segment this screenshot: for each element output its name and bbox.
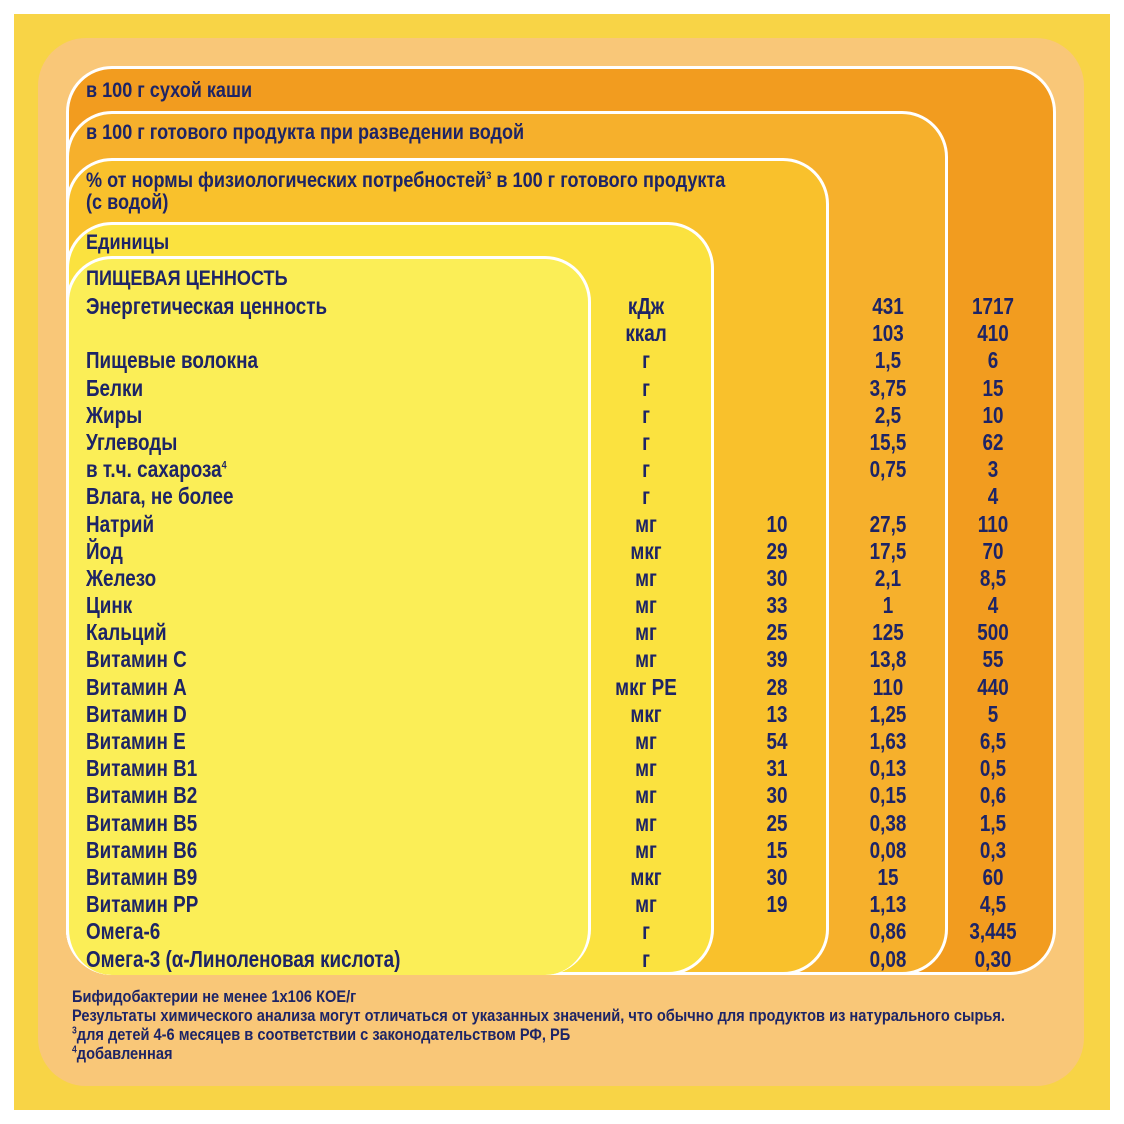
table-row [0, 918, 1124, 945]
row-ready-value: 431 [872, 293, 904, 319]
row-name-text: Энергетическая ценность [86, 293, 328, 319]
row-percent-value: 30 [766, 782, 788, 809]
row-unit-value: мг [635, 782, 657, 809]
row-percent-value: 29 [766, 537, 788, 564]
table-row [0, 946, 1124, 973]
row-ready-value: 1,63 [869, 728, 907, 754]
row-name-text: Витамин B5 [86, 809, 198, 836]
footnote-4-mark: 4 [72, 1044, 77, 1056]
row-name [86, 701, 187, 728]
row-unit-value: мг [635, 510, 657, 537]
table-row [0, 429, 1124, 456]
row-name [86, 728, 186, 755]
header-ready: в 100 г готового продукта при разведении водой [86, 121, 525, 144]
row-name-text: Витамин Е [86, 728, 186, 754]
row-unit-value: г [642, 483, 650, 510]
table-row [0, 511, 1124, 538]
row-dry-value: 110 [977, 510, 1009, 537]
row-unit-value: мг [635, 836, 657, 863]
table-row [0, 347, 1124, 374]
header-percent-sup: 3 [486, 170, 492, 182]
table-row [0, 320, 1124, 347]
row-ready-value: 2,1 [874, 564, 902, 591]
row-ready-value: 1 [882, 592, 894, 619]
row-name-text: Йод [86, 537, 123, 564]
footnote-4 [72, 1044, 1005, 1063]
row-name-text: Витамин D [86, 700, 187, 727]
row-unit-value: г [642, 401, 650, 428]
row-name [86, 810, 197, 837]
footnotes [72, 987, 1005, 1063]
table-row [0, 538, 1124, 565]
row-name [86, 646, 187, 673]
row-unit-value: мг [635, 809, 657, 836]
row-name-text: Витамин С [86, 646, 187, 673]
table-row [0, 483, 1124, 510]
table-row [0, 728, 1124, 755]
row-unit-value: мкг РЕ [615, 673, 677, 700]
row-dry-value: 6 [987, 347, 999, 374]
row-name [86, 511, 154, 538]
row-unit-value: мг [635, 728, 657, 754]
row-ready-value: 103 [872, 320, 904, 347]
row-name-text: Белки [86, 374, 144, 401]
header-percent [86, 170, 808, 214]
row-percent-value: 15 [766, 836, 788, 863]
row-ready-value: 2,5 [874, 401, 902, 428]
row-ready-value: 0,38 [869, 809, 907, 836]
row-ready-value: 0,86 [869, 918, 907, 945]
row-name [86, 619, 167, 646]
row-unit-value: мг [635, 646, 657, 673]
row-ready-value: 125 [872, 619, 904, 646]
row-percent-value: 28 [766, 673, 788, 700]
row-dry-value: 5 [987, 700, 999, 727]
row-name-text: Витамин PP [86, 891, 199, 918]
row-dry-value: 3 [987, 456, 999, 483]
row-name-text: Цинк [86, 592, 133, 619]
row-percent-value: 39 [766, 646, 788, 673]
row-name-text: в т.ч. сахароза [86, 456, 222, 483]
row-percent-value: 31 [766, 755, 788, 782]
nutrition-table [0, 293, 1124, 973]
row-name [86, 891, 198, 918]
row-ready-value: 1,25 [869, 700, 907, 727]
row-dry-value: 15 [982, 374, 1004, 401]
table-row [0, 619, 1124, 646]
row-unit-value: г [642, 347, 650, 374]
row-ready-value: 0,13 [869, 755, 907, 782]
row-unit-value: мг [635, 891, 657, 918]
row-percent-value: 30 [766, 863, 788, 890]
row-percent-value: 30 [766, 564, 788, 591]
row-ready-value: 27,5 [869, 510, 907, 537]
row-name [86, 782, 197, 809]
row-unit-value: мг [635, 619, 657, 646]
row-dry-value: 0,5 [979, 755, 1007, 782]
footnote-bifido: Бифидобактерии не менее 1x106 КОЕ/г [72, 987, 357, 1006]
row-ready-value: 1,5 [874, 347, 902, 374]
row-dry-value: 4,5 [979, 891, 1007, 918]
table-row [0, 402, 1124, 429]
row-name-text: Пищевые волокна [86, 347, 258, 374]
table-row [0, 810, 1124, 837]
row-name-text: Омега-3 (α-Линоленовая кислота) [86, 945, 401, 972]
row-name [86, 864, 197, 891]
table-row [0, 592, 1124, 619]
row-name-text: Витамин B9 [86, 863, 198, 890]
row-name-text: Витамин B2 [86, 782, 198, 809]
row-dry-value: 1,5 [979, 809, 1007, 836]
table-row [0, 293, 1124, 320]
row-unit-value: кДж [627, 293, 665, 319]
row-percent-value: 25 [766, 809, 788, 836]
row-dry-value: 0,3 [979, 836, 1007, 863]
header-percent-main: % от нормы физиологических потребностей [86, 169, 487, 192]
row-dry-value: 4 [987, 483, 999, 510]
row-name [86, 429, 177, 456]
table-row [0, 701, 1124, 728]
table-row [0, 755, 1124, 782]
row-name-text: Натрий [86, 510, 155, 537]
row-dry-value: 3,445 [969, 918, 1017, 945]
row-name-text: Омега-6 [86, 918, 161, 945]
row-unit-value: мкг [630, 700, 662, 727]
row-name [86, 592, 132, 619]
footnote-3-mark: 3 [72, 1025, 77, 1037]
section-title: ПИЩЕВАЯ ЦЕННОСТЬ [86, 267, 288, 290]
row-percent-value: 25 [766, 619, 788, 646]
row-name-text: Кальций [86, 619, 167, 646]
row-name [86, 755, 197, 782]
row-dry-value: 10 [982, 401, 1004, 428]
table-row [0, 456, 1124, 483]
row-name-sup: 4 [221, 459, 227, 472]
row-ready-value: 0,08 [869, 836, 907, 863]
table-row [0, 782, 1124, 809]
table-row [0, 837, 1124, 864]
row-name [86, 483, 233, 510]
table-row [0, 375, 1124, 402]
row-unit-value: мкг [630, 537, 662, 564]
row-ready-value: 0,08 [869, 945, 907, 972]
row-name [86, 674, 187, 701]
row-ready-value: 0,15 [869, 782, 907, 809]
row-name-text: Витамин А [86, 673, 187, 700]
row-dry-value: 62 [982, 428, 1004, 455]
row-percent-value: 13 [766, 700, 788, 727]
row-ready-value: 3,75 [869, 374, 907, 401]
table-row [0, 646, 1124, 673]
row-name-text: Железо [86, 564, 157, 591]
row-dry-value: 60 [982, 863, 1004, 890]
row-dry-value: 0,6 [979, 782, 1007, 809]
row-name-text: Витамин B6 [86, 836, 198, 863]
row-name [86, 293, 327, 320]
row-unit-value: мг [635, 564, 657, 591]
table-row [0, 565, 1124, 592]
row-dry-value: 6,5 [979, 728, 1007, 754]
row-name [86, 456, 227, 483]
row-dry-value: 8,5 [979, 564, 1007, 591]
row-ready-value: 0,75 [869, 456, 907, 483]
row-percent-value: 54 [766, 728, 788, 754]
row-name [86, 375, 143, 402]
row-unit-value: г [642, 428, 650, 455]
footnote-disclaimer: Результаты химического анализа могут отличаться от указанных значений, что обычно для продуктов из натурального сырья. [72, 1006, 1005, 1025]
row-unit-value: мкг [630, 863, 662, 890]
row-name [86, 347, 258, 374]
row-name [86, 837, 197, 864]
footnote-3 [72, 1025, 1005, 1044]
row-percent-value: 10 [766, 510, 788, 537]
row-unit-value: г [642, 918, 650, 945]
row-dry-value: 55 [982, 646, 1004, 673]
row-name [86, 918, 160, 945]
table-row [0, 891, 1124, 918]
row-ready-value: 13,8 [869, 646, 907, 673]
footnote-3-text: для детей 4-6 месяцев в соответствии с законодательством РФ, РБ [76, 1025, 571, 1044]
row-ready-value: 110 [872, 673, 904, 700]
row-name [86, 538, 123, 565]
row-ready-value: 1,13 [869, 891, 907, 918]
row-dry-value: 1717 [972, 293, 1014, 319]
row-unit-value: мг [635, 592, 657, 619]
table-row [0, 864, 1124, 891]
row-percent-value: 19 [766, 891, 788, 918]
row-dry-value: 70 [982, 537, 1004, 564]
header-percent-line2: (с водой) [86, 191, 169, 214]
row-unit-value: ккал [625, 320, 667, 347]
row-dry-value: 440 [977, 673, 1009, 700]
row-name-text: Витамин B1 [86, 755, 198, 782]
header-dry: в 100 г сухой каши [86, 79, 253, 102]
row-unit-value: г [642, 456, 650, 483]
row-percent-value: 33 [766, 592, 788, 619]
table-row [0, 674, 1124, 701]
row-dry-value: 410 [977, 320, 1009, 347]
row-unit-value: г [642, 945, 650, 972]
row-name [86, 565, 156, 592]
row-ready-value: 15,5 [869, 428, 907, 455]
row-dry-value: 4 [987, 592, 999, 619]
row-name-text: Углеводы [86, 428, 178, 455]
row-dry-value: 500 [977, 619, 1009, 646]
row-ready-value: 15 [877, 863, 899, 890]
row-name [86, 402, 142, 429]
row-name-text: Влага, не более [86, 483, 234, 510]
header-percent-rest: в 100 г готового продукта [491, 169, 726, 192]
row-name [86, 946, 400, 973]
row-unit-value: мг [635, 755, 657, 782]
footnote-4-text: добавленная [76, 1044, 173, 1063]
row-dry-value: 0,30 [974, 945, 1012, 972]
header-units: Единицы [86, 231, 170, 254]
row-ready-value: 17,5 [869, 537, 907, 564]
row-name-text: Жиры [86, 401, 143, 428]
row-unit-value: г [642, 374, 650, 401]
